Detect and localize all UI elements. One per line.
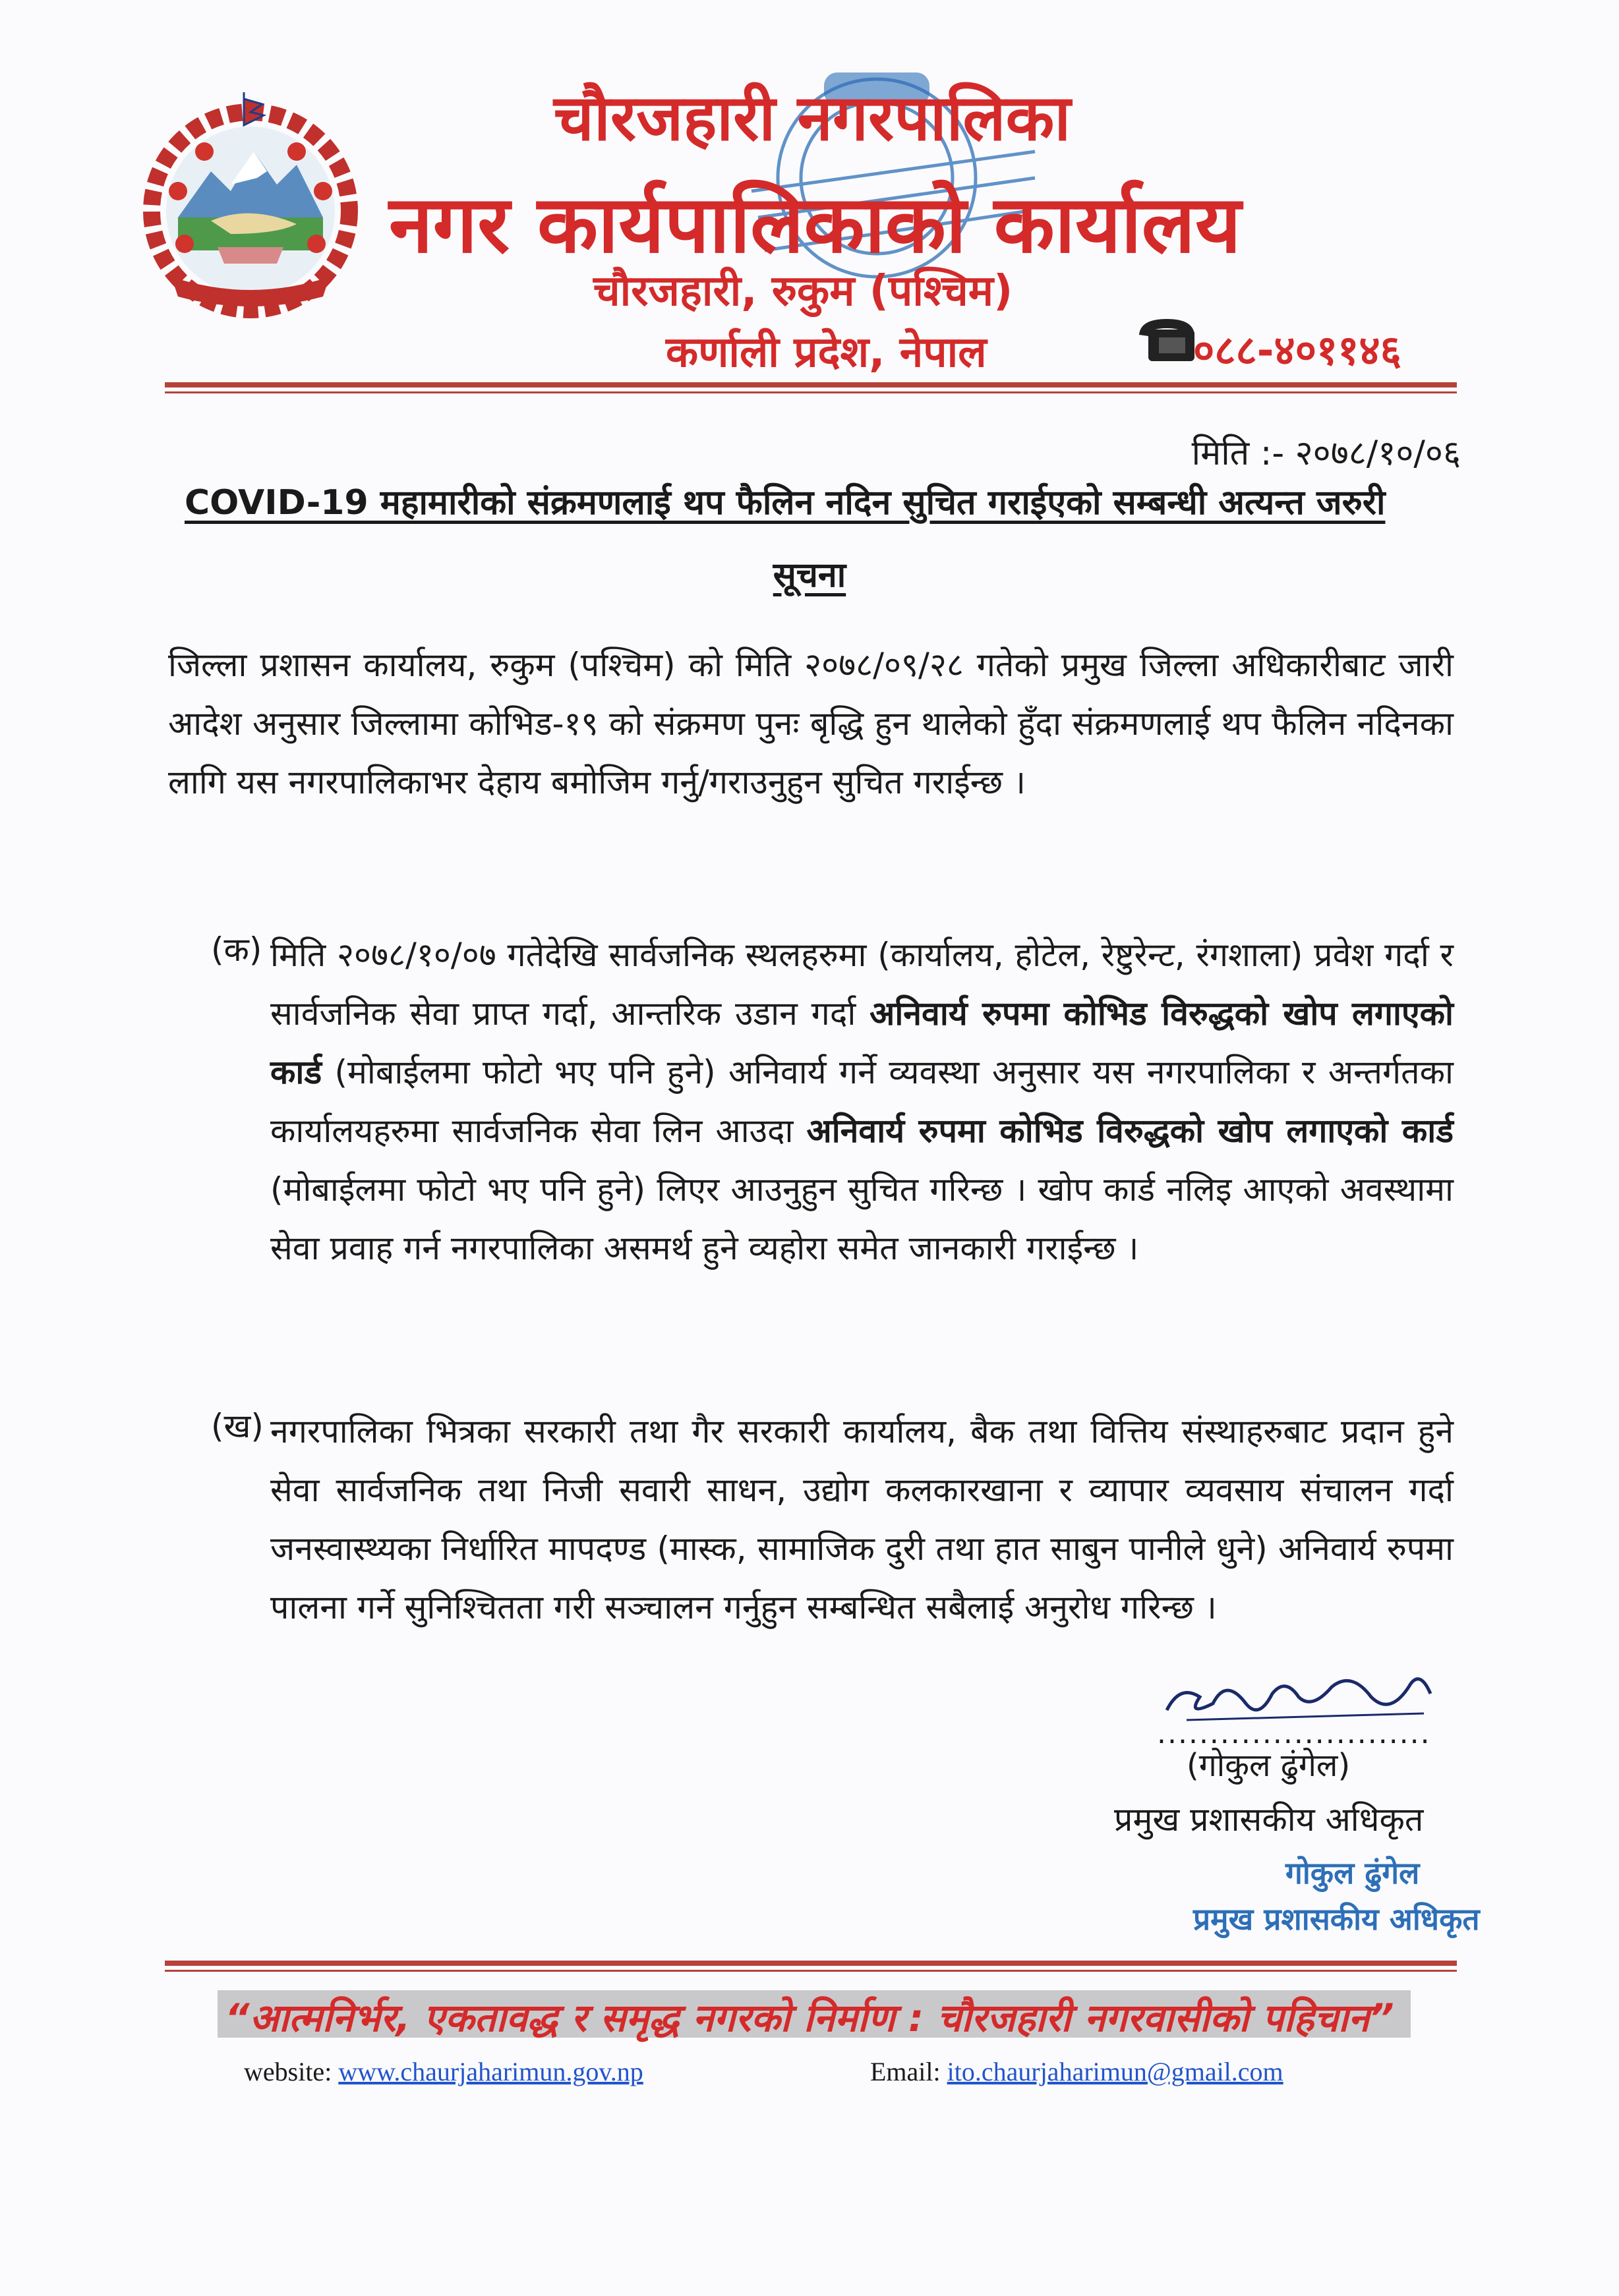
- item-ka-text-1: मिति २०७८/१०/०७ गतेदेखि सार्वजनिक स्थलहरुमा (कार्यालय, होटेल, रेष्टुरेन्ट, रंगशाला) प्रवेश गर्दा र सार्वजनिक सेवा प्राप्त गर्दा, आन्तरिक उडान गर्दा: [270, 936, 1454, 1033]
- municipality-name: चौरजहारी नगरपालिका: [554, 81, 1071, 155]
- item-ka-bold-2: अनिवार्य रुपमा कोभिड विरुद्धको खोप लगाएको कार्ड: [806, 1112, 1454, 1150]
- municipality-slogan: “आत्मनिर्भर, एकतावद्ध र समृद्ध नगरको निर्माण : चौरजहारी नगरवासीको पहिचान”: [225, 1995, 1394, 2040]
- stamp-signatory-title: प्रमुख प्रशासकीय अधिकृत: [1193, 1901, 1480, 1937]
- website-link[interactable]: www.chaurjaharimun.gov.np: [338, 2057, 643, 2086]
- footer-email: [870, 2056, 1283, 2087]
- notice-title: सूचना: [773, 556, 846, 595]
- province-country: कर्णाली प्रदेश, नेपाल: [666, 328, 987, 377]
- item-ka-label: (क): [211, 931, 262, 969]
- footer-rule: [165, 1961, 1457, 1966]
- signature-line: ..........................: [1157, 1717, 1431, 1750]
- item-ka-bold-1: अनिवार्य रुपमा कोभिड विरुद्धको खोप लगाएको कार्ड: [270, 994, 1454, 1091]
- website-label: website:: [244, 2057, 332, 2086]
- header-rule-thin: [165, 391, 1457, 393]
- stamp-signatory-name: गोकुल ढुंगेल: [1285, 1855, 1420, 1891]
- email-link[interactable]: ito.chaurjaharimun@gmail.com: [947, 2057, 1283, 2086]
- item-ka-text-3: (मोबाईलमा फोटो भए पनि हुने) लिएर आउनुहुन सुचित गरिन्छ । खोप कार्ड नलिइ आएको अवस्थामा सेवा प्रवाह गर्न नगरपालिका असमर्थ हुने व्यहोरा समेत जानकारी गराईन्छ ।: [270, 1170, 1454, 1267]
- office-address: चौरजहारी, रुकुम (पश्चिम): [593, 267, 1013, 316]
- intro-paragraph: जिल्ला प्रशासन कार्यालय, रुकुम (पश्चिम) को मिति २०७८/०९/२८ गतेको प्रमुख जिल्ला अधिकारीबाट जारी आदेश अनुसार जिल्लामा कोभिड-१९ को संक्रमण पुनः बृद्धि हुन थालेको हुँदा संक्रमणलाई थप फैलिन नदिनका लागि यस नगरपालिकाभर देहाय बमोजिम गर्नु/गराउनुहुन सुचित गराईन्छ ।: [168, 646, 1454, 801]
- telephone-icon: [1134, 315, 1200, 368]
- item-ka-paragraph: [270, 926, 1454, 1278]
- nepal-emblem-icon: [132, 79, 369, 330]
- office-name: नगर कार्यपालिकाको कार्यालय: [389, 179, 1241, 271]
- header-rule: [165, 382, 1457, 387]
- notice-subject: COVID-19 महामारीको संक्रमणलाई थप फैलिन नदिन सुचित गराईएको सम्बन्धी अत्यन्त जरुरी: [185, 483, 1386, 523]
- signatory-name: (गोकुल ढुंगेल): [1187, 1747, 1351, 1784]
- item-kha-paragraph: नगरपालिका भित्रका सरकारी तथा गैर सरकारी कार्यालय, बैक तथा वित्तिय संस्थाहरुबाट प्रदान हुने सेवा सार्वजनिक तथा निजी सवारी साधन, उद्योग कलकारखाना र व्यापार व्यवसाय संचालन गर्दा जनस्वास्थ्यका निर्धारित मापदण्ड (मास्क, सामाजिक दुरी तथा हात साबुन पानीले धुने) अनिवार्य रुपमा पालना गर्ने सुनिश्चितता गरी सञ्चालन गर्नुहुन सम्बन्धित सबैलाई अनुरोध गरिन्छ ।: [270, 1412, 1454, 1626]
- notice-date: मिति :- २०७८/१०/०६: [1191, 434, 1461, 473]
- signatory-title: प्रमुख प्रशासकीय अधिकृत: [1114, 1800, 1424, 1839]
- footer-website: [244, 2056, 643, 2087]
- item-kha-label: (ख): [211, 1407, 264, 1445]
- phone-number: ०८८-४०११४६: [1193, 326, 1401, 374]
- email-label: Email:: [870, 2057, 941, 2086]
- item-ka-text-2: (मोबाईलमा फोटो भए पनि हुने) अनिवार्य गर्ने व्यवस्था अनुसार यस नगरपालिका र अन्तर्गतका कार्यालयहरुमा सार्वजनिक सेवा लिन आउदा: [270, 1053, 1454, 1150]
- footer-rule-thin: [165, 1970, 1457, 1972]
